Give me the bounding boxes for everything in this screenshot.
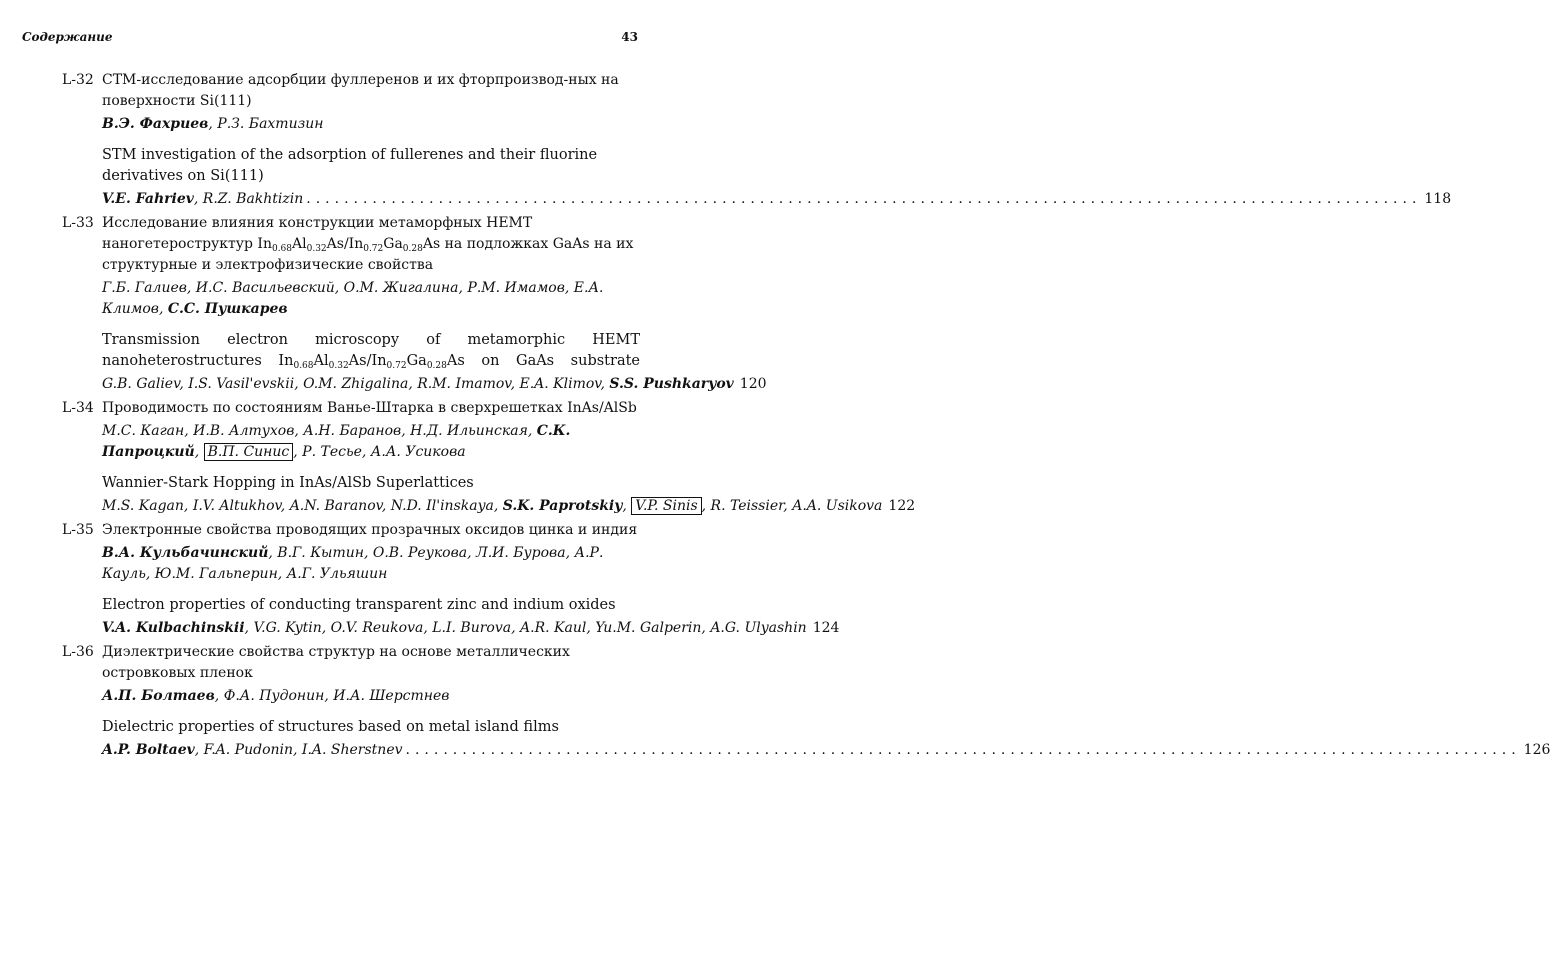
- entry-english-block: [102, 145, 1452, 210]
- entry-title-ru: СТМ-исследование адсорбции фуллеренов и их фторпроизвод-ных на поверхности Si(111): [102, 72, 619, 109]
- author-name: В.Г. Кытин: [277, 545, 364, 561]
- entry-code: L-35: [62, 522, 94, 538]
- entry-title-ru: Электронные свойства проводящих прозрачных оксидов цинка и индия: [102, 522, 638, 538]
- entry-authors-en: M.S. Kagan, I.V. Altukhov, A.N. Baranov, N.D. Il'inskaya, S.K. Paprotskiy, V.P. Sinis , R. Teissier, A.A. Usikova: [102, 498, 883, 514]
- author-name: А.Р. Кауль: [102, 545, 604, 582]
- author-name: В.А. Кульбачинский: [102, 545, 269, 561]
- entry-authors-en: V.E. Fahriev, R.Z. Bakhtizin: [102, 191, 304, 207]
- entry-authors-en-line: [102, 374, 767, 395]
- formula: $In_{0.68}Al_{0.32}As/In_{0.72}Ga_{0.28}As$: [278, 353, 465, 371]
- entry-english-block: [102, 473, 916, 517]
- author-name: Р.З. Бахтизин: [217, 116, 324, 132]
- author-name: S.S. Pushkaryov: [609, 376, 734, 392]
- entry-title-en: STM investigation of the adsorption of fullerenes and their fluorine derivatives on Si(111): [102, 147, 598, 184]
- entry-authors-ru: Г.Б. Галиев, И.С. Васильевский, О.М. Жигалина, Р.М. Имамов, Е.А. Климов, С.С. Пушкарев: [102, 280, 604, 317]
- author-name: O.V. Reukova: [330, 620, 424, 636]
- author-name: I.V. Altukhov: [192, 498, 281, 514]
- author-name: О.В. Реукова: [372, 545, 468, 561]
- author-name: Н.Д. Ильинская: [410, 423, 528, 439]
- entry-title-en: Wannier-Stark Hopping in InAs/AlSb Superlattices: [102, 475, 474, 491]
- author-name: С.К. Папроцкий: [102, 423, 571, 460]
- entry-authors-ru: В.Э. Фахриев, Р.З. Бахтизин: [102, 116, 324, 132]
- author-name: M.S. Kagan: [102, 498, 184, 514]
- section-title: Содержание: [22, 30, 113, 44]
- entry-authors-en: A.P. Boltaev, F.A. Pudonin, I.A. Sherstnev: [102, 742, 403, 758]
- title-en-part1: Transmission electron microscopy of metamorphic HEMT nanoheterostructures: [102, 332, 640, 369]
- entry-authors-en-line: [102, 189, 1452, 210]
- dot-leader: ......................................................................................................................: [405, 742, 1521, 758]
- author-name: С.С. Пушкарев: [167, 301, 288, 317]
- author-name: A.A. Usikova: [792, 498, 883, 514]
- author-name: N.D. Il'inskaya: [390, 498, 494, 514]
- toc-entry-l36: [22, 642, 1550, 761]
- author-name: S.K. Paprotskiy: [502, 498, 623, 514]
- toc-entry-l32: [22, 70, 1452, 210]
- title-en-part2: on GaAs substrate: [464, 353, 640, 369]
- author-name: А.А. Усикова: [370, 444, 466, 460]
- author-name: Yu.M. Galperin: [595, 620, 702, 636]
- entry-title-en: Electron properties of conducting transparent zinc and indium oxides: [102, 597, 616, 613]
- author-name: А.Н. Баранов: [303, 423, 402, 439]
- author-name: G.B. Galiev: [102, 376, 180, 392]
- entry-authors-ru: А.П. Болтаев, Ф.А. Пудонин, И.А. Шерстнев: [102, 688, 450, 704]
- entry-page[interactable]: 124: [812, 620, 840, 636]
- author-name: Р. Тесье: [302, 444, 362, 460]
- entry-code: L-36: [62, 644, 94, 660]
- author-name: Ю.М. Гальперин: [154, 566, 278, 582]
- toc-entry-l33: [22, 213, 767, 395]
- dot-leader: ......................................................................................................................: [306, 191, 1422, 207]
- formula: $In_{0.68}Al_{0.32}As/In_{0.72}Ga_{0.28}As$: [257, 236, 441, 254]
- author-name: A.G. Ulyashin: [710, 620, 807, 636]
- entry-title-en: Dielectric properties of structures based on metal island films: [102, 719, 559, 735]
- entry-title-ru: [102, 213, 640, 276]
- page-number: 43: [621, 30, 638, 44]
- toc-entry-l35: [22, 520, 840, 639]
- author-name: A.N. Baranov: [289, 498, 382, 514]
- author-name: V.E. Fahriev: [102, 191, 194, 207]
- entry-english-block: [102, 595, 840, 639]
- toc-entry-l34: [22, 398, 916, 517]
- author-name: R.Z. Bakhtizin: [202, 191, 304, 207]
- entry-authors-ru: М.С. Каган, И.В. Алтухов, А.Н. Баранов, Н.Д. Ильинская, С.К. Папроцкий, В.П. Синис , Р. Тесье, А.А. Усикова: [102, 423, 571, 460]
- author-name: V.G. Kytin: [253, 620, 322, 636]
- entry-english-block: [102, 330, 767, 395]
- author-name: E.A. Klimov: [519, 376, 601, 392]
- author-name: O.M. Zhigalina: [303, 376, 409, 392]
- page-header: [22, 30, 638, 50]
- author-name: A.R. Kaul: [520, 620, 587, 636]
- title-ru-part2: на подложках GaAs на их структурные и электрофизические свойства: [102, 236, 634, 273]
- entry-authors-en: V.A. Kulbachinskii, V.G. Kytin, O.V. Reukova, L.I. Burova, A.R. Kaul, Yu.M. Galperin, A.G. Ulyashin: [102, 620, 807, 636]
- title-ru-part1: Исследование влияния конструкции метаморфных HEMT наногетероструктур: [102, 215, 533, 252]
- author-name: И.С. Васильевский: [195, 280, 335, 296]
- entry-authors-en-line: [102, 740, 1550, 761]
- entry-code: L-32: [62, 72, 94, 88]
- author-name: М.С. Каган: [102, 423, 185, 439]
- author-name: В.Э. Фахриев: [102, 116, 209, 132]
- entry-code: L-34: [62, 400, 94, 416]
- author-name: И.В. Алтухов: [193, 423, 295, 439]
- author-name: А.Г. Ульяшин: [286, 566, 388, 582]
- author-name: I.S. Vasil'evskii: [188, 376, 295, 392]
- author-name: О.М. Жигалина: [343, 280, 459, 296]
- entry-title-en: [102, 330, 640, 372]
- entry-authors-ru: В.А. Кульбачинский, В.Г. Кытин, О.В. Реукова, Л.И. Бурова, А.Р. Кауль, Ю.М. Гальперин, А.Г. Ульяшин: [102, 545, 604, 582]
- author-name: А.П. Болтаев: [102, 688, 215, 704]
- entry-page[interactable]: 122: [888, 498, 916, 514]
- author-name: Л.И. Бурова: [476, 545, 566, 561]
- author-name: R.M. Imamov: [417, 376, 511, 392]
- author-name: A.P. Boltaev: [102, 742, 195, 758]
- author-name: В.П. Синис: [204, 443, 294, 461]
- author-name: R. Teissier: [710, 498, 784, 514]
- entry-title-ru: Диэлектрические свойства структур на основе металлических островковых пленок: [102, 644, 570, 681]
- author-name: И.А. Шерстнев: [333, 688, 450, 704]
- author-name: Г.Б. Галиев: [102, 280, 187, 296]
- author-name: L.I. Burova: [432, 620, 512, 636]
- author-name: F.A. Pudonin: [203, 742, 294, 758]
- author-name: Р.М. Имамов: [467, 280, 565, 296]
- author-name: I.A. Sherstnev: [301, 742, 403, 758]
- entry-authors-en-line: [102, 618, 840, 639]
- contents-list: [22, 70, 1550, 764]
- entry-title-ru: Проводимость по состояниям Ванье-Штарка в сверхрешетках InAs/AlSb: [102, 400, 637, 416]
- entry-authors-en: G.B. Galiev, I.S. Vasil'evskii, O.M. Zhigalina, R.M. Imamov, E.A. Klimov, S.S. Pushkaryov: [102, 376, 734, 392]
- entry-code: L-33: [62, 215, 94, 231]
- author-name: Ф.А. Пудонин: [223, 688, 325, 704]
- entry-english-block: [102, 717, 1550, 761]
- entry-page[interactable]: 120: [739, 376, 767, 392]
- entry-page[interactable]: 118: [1424, 191, 1452, 207]
- entry-authors-en-line: [102, 496, 916, 517]
- author-name: V.A. Kulbachinskii: [102, 620, 245, 636]
- author-name: Е.А. Климов: [102, 280, 604, 317]
- author-name: V.P. Sinis: [631, 497, 701, 515]
- entry-page[interactable]: 126: [1523, 742, 1550, 758]
